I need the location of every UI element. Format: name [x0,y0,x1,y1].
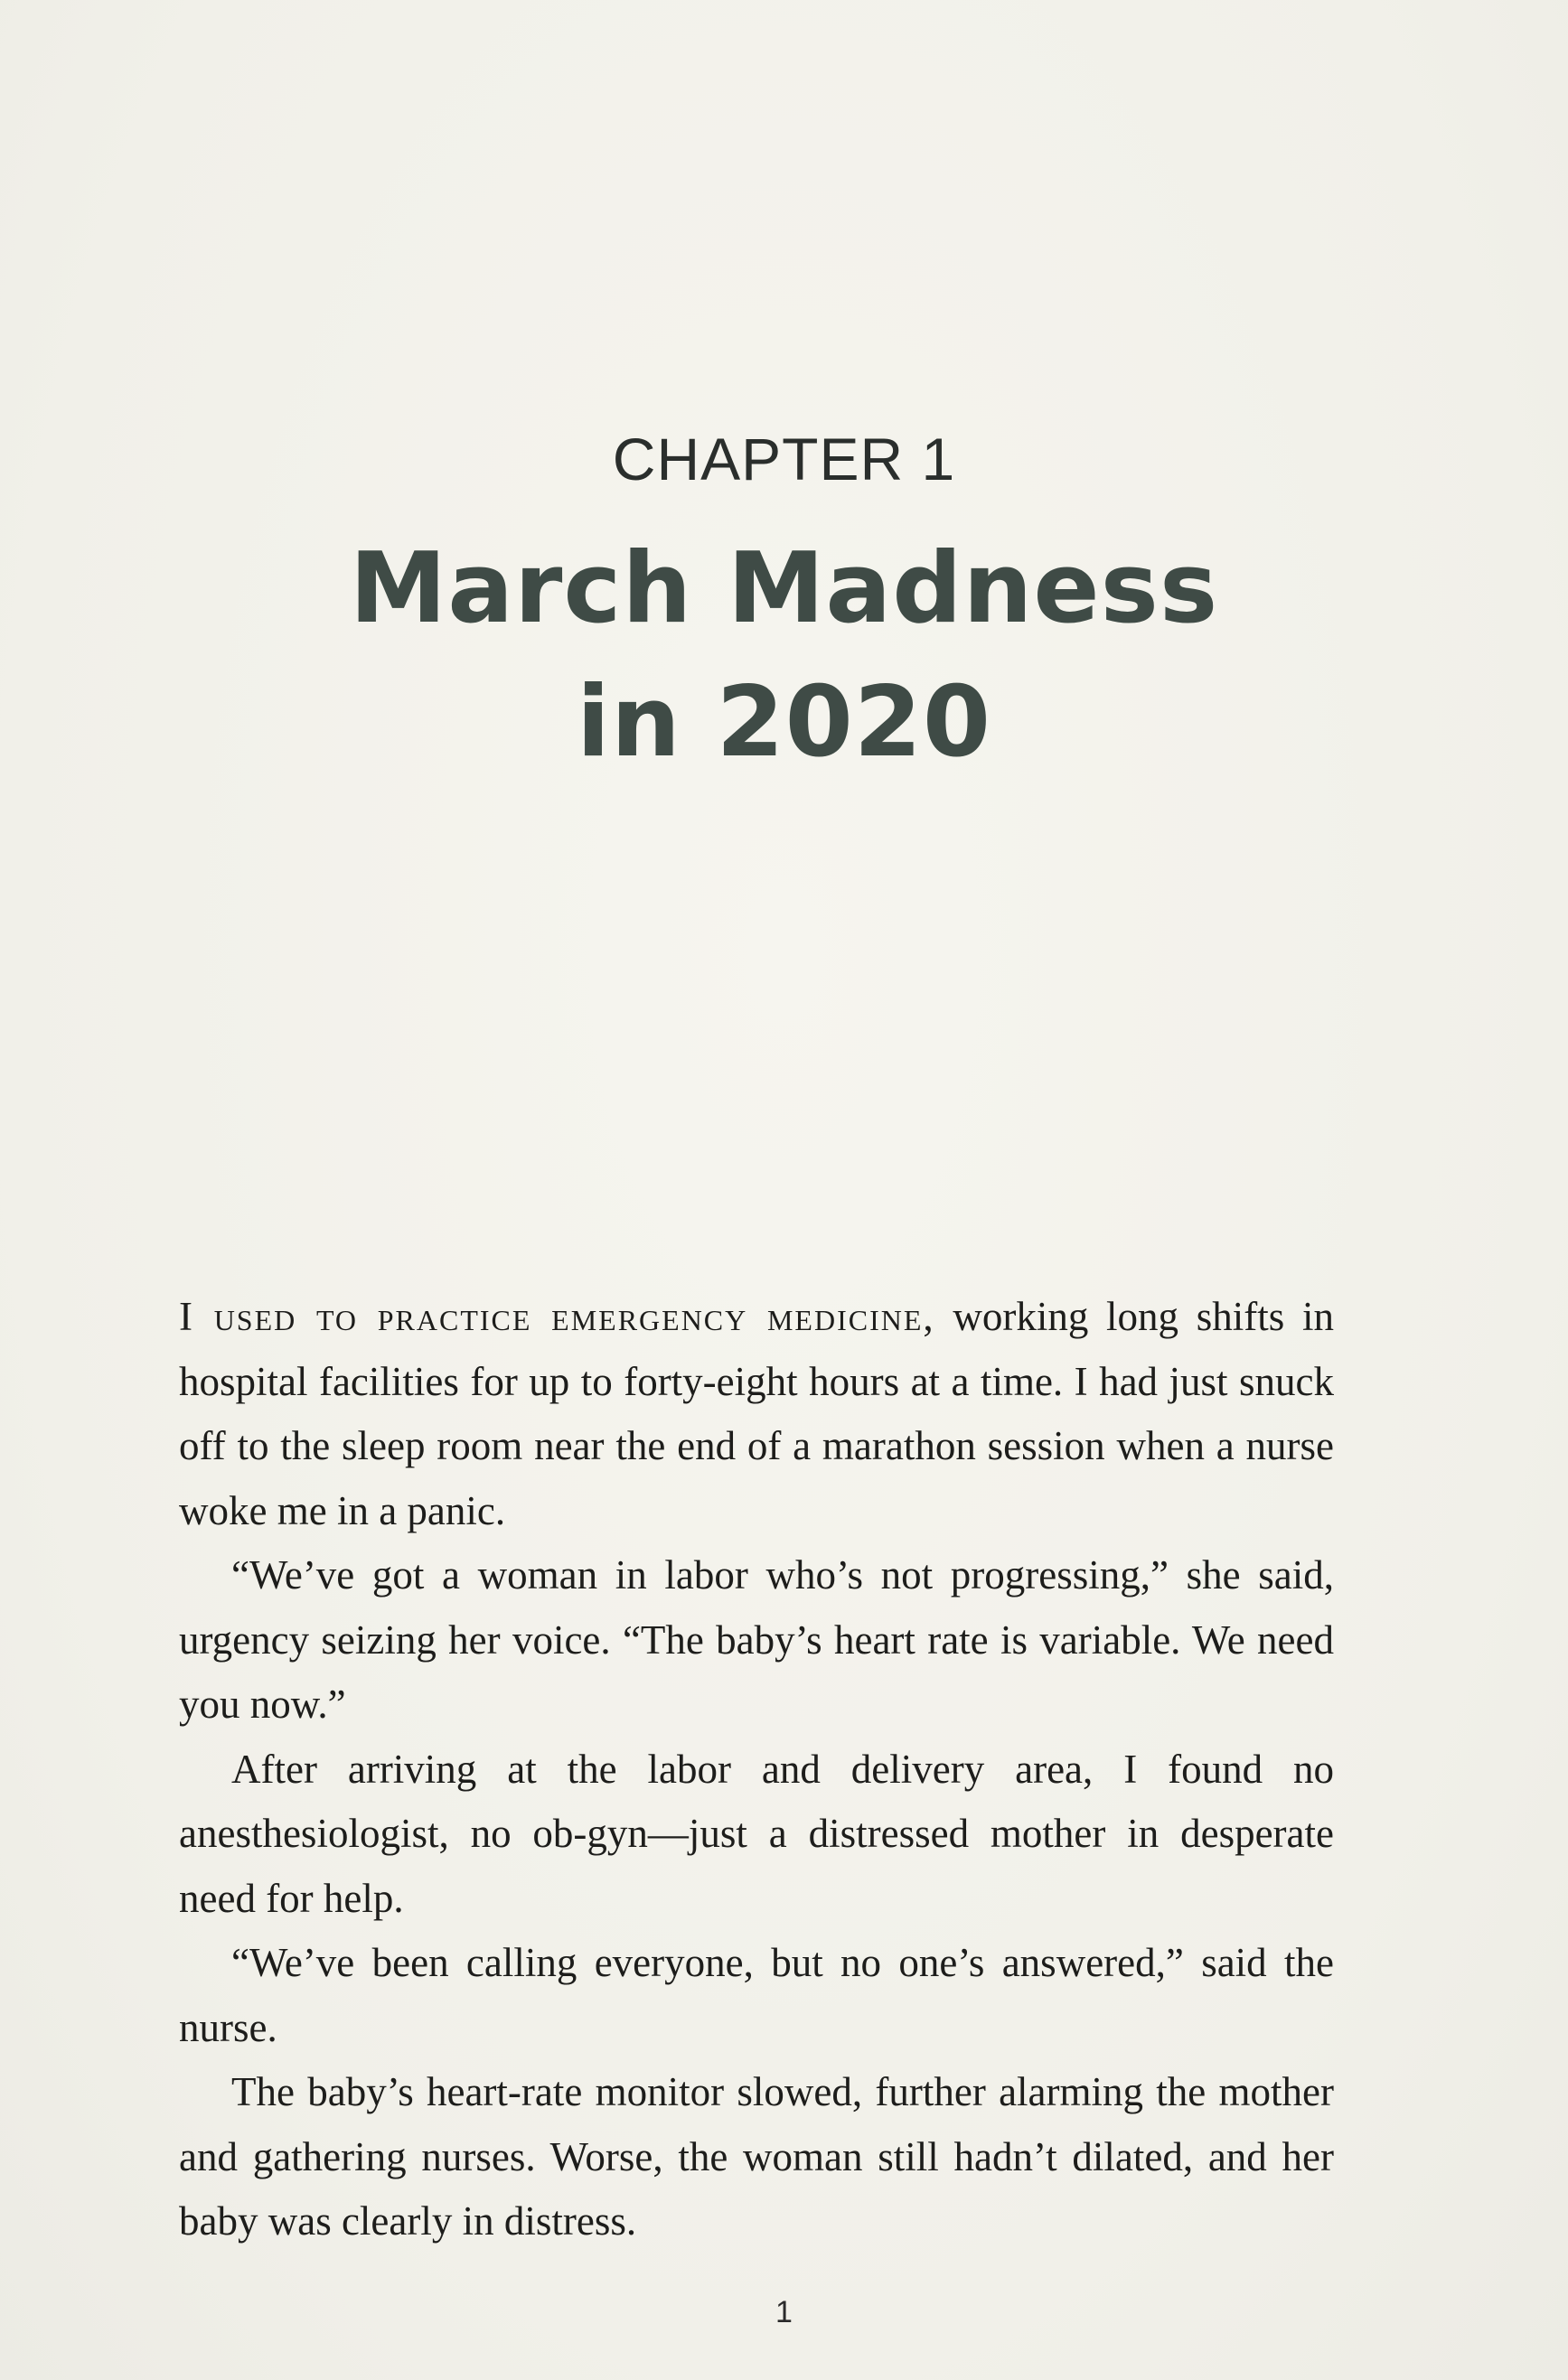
paragraph-1 [179,1285,1334,1543]
paragraph-5: The baby’s heart-rate monitor slowed, further alarming the mother and gathering nurses. Worse, the woman still hadn’t dilated, and her baby was clearly in distress. [179,2069,1334,2244]
paragraph-4: “We’ve been calling everyone, but no one’s answered,” said the nurse. [179,1940,1334,2050]
chapter-title-line-1: March Madness [349,532,1219,645]
paragraph-3: After arriving at the labor and delivery area, I found no anesthesiologist, no ob-gyn—just a distressed mother in desperate need for help. [179,1746,1334,1921]
paragraph-1-text: working long shifts in hospital facilities for up to forty-eight hours at a time. I had just snuck off to the sleep room near the end of a marathon session when a nurse woke me in a panic. [179,1294,1334,1533]
page-number: 1 [775,2295,793,2329]
paragraph-1-lead-in: I used to practice emergency medicine, [179,1294,935,1339]
chapter-title [0,522,1568,790]
chapter-label: CHAPTER 1 [612,426,956,492]
chapter-body [179,1285,1334,2254]
paragraph-2: “We’ve got a woman in labor who’s not progressing,” she said, urgency seizing her voice. “The baby’s heart rate is variable. We need you now.” [179,1552,1334,1727]
chapter-title-line-2: in 2020 [576,666,992,779]
